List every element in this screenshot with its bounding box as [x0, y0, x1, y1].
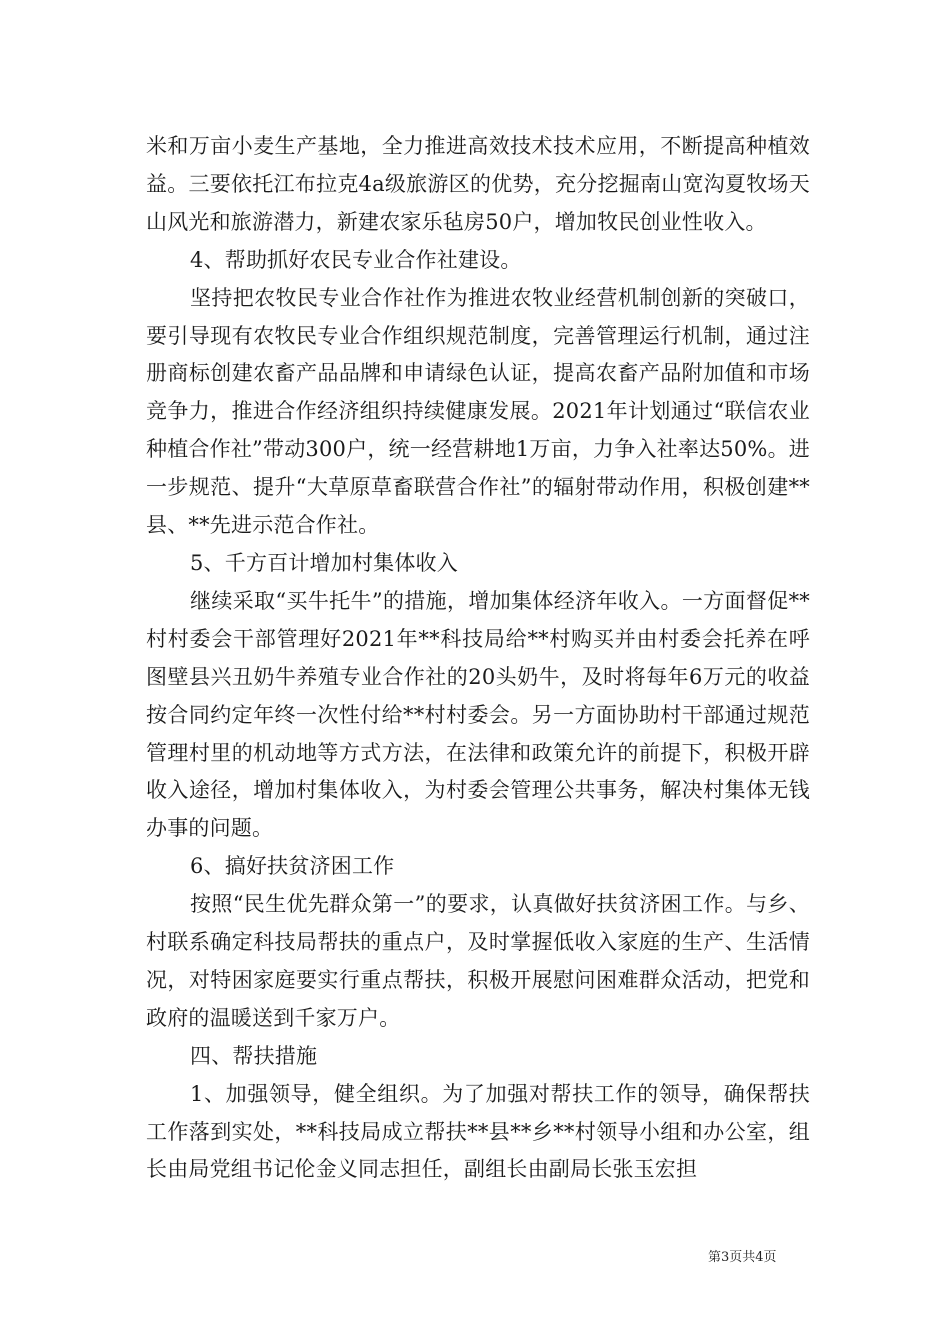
- paragraph-poverty-relief: 按照“民生优先群众第一”的要求，认真做好扶贫济困工作。与乡、村联系确定科技局帮扶的重点户，及时掌握低收入家庭的生产、生活情况，对特困家庭要实行重点帮扶，积极开展慰问困难群众活动，把党和政府的温暖送到千家万户。: [146, 892, 810, 1030]
- paragraph-continuation: 米和万亩小麦生产基地，全力推进高效技术技术应用，不断提高种植效益。三要依托江布拉克4a级旅游区的优势，充分挖掘南山宽沟夏牧场天山风光和旅游潜力，新建农家乐毡房50户，增加牧民创业性收入。: [146, 134, 810, 234]
- paragraph-leadership: 1、加强领导，健全组织。为了加强对帮扶工作的领导，确保帮扶工作落到实处，**科技局成立帮扶**县**乡**村领导小组和办公室，组长由局党组书记伦金义同志担任，副组长由副局长张玉宏担: [146, 1081, 810, 1182]
- paragraph-village-income: 继续采取“买牛托牛”的措施，增加集体经济年收入。一方面督促**村村委会干部管理好2021年**科技局给**村购买并由村委会托养在呼图壁县兴丑奶牛养殖专业合作社的20头奶牛，及时将每年6万元的收益按合同约定年终一次性付给**村村委会。另一方面协助村干部通过规范管理村里的机动地等方式方法，在法律和政策允许的前提下，积极开辟收入途径，增加村集体收入，为村委会管理公共事务，解决村集体无钱办事的问题。: [146, 588, 810, 841]
- heading-4-cooperative: 4、帮助抓好农民专业合作社建设。: [190, 247, 522, 272]
- section-heading-measures: 四、帮扶措施: [190, 1043, 318, 1068]
- heading-6-poverty-relief: 6、搞好扶贫济困工作: [190, 854, 395, 879]
- heading-5-village-income: 5、千方百计增加村集体收入: [190, 550, 458, 575]
- page-number-footer: 第3页共4页: [708, 1250, 777, 1265]
- document-body: [146, 128, 810, 1189]
- paragraph-cooperative: 坚持把农牧民专业合作社作为推进农牧业经营机制创新的突破口，要引导现有农牧民专业合作组织规范制度，完善管理运行机制，通过注册商标创建农畜产品品牌和申请绿色认证，提高农畜产品附加值和市场竞争力，推进合作经济组织持续健康发展。2021年计划通过“联信农业种植合作社”带动300户，统一经营耕地1万亩，力争入社率达50%。进一步规范、提升“大草原草畜联营合作社”的辐射带动作用，积极创建**县、**先进示范合作社。: [146, 285, 810, 538]
